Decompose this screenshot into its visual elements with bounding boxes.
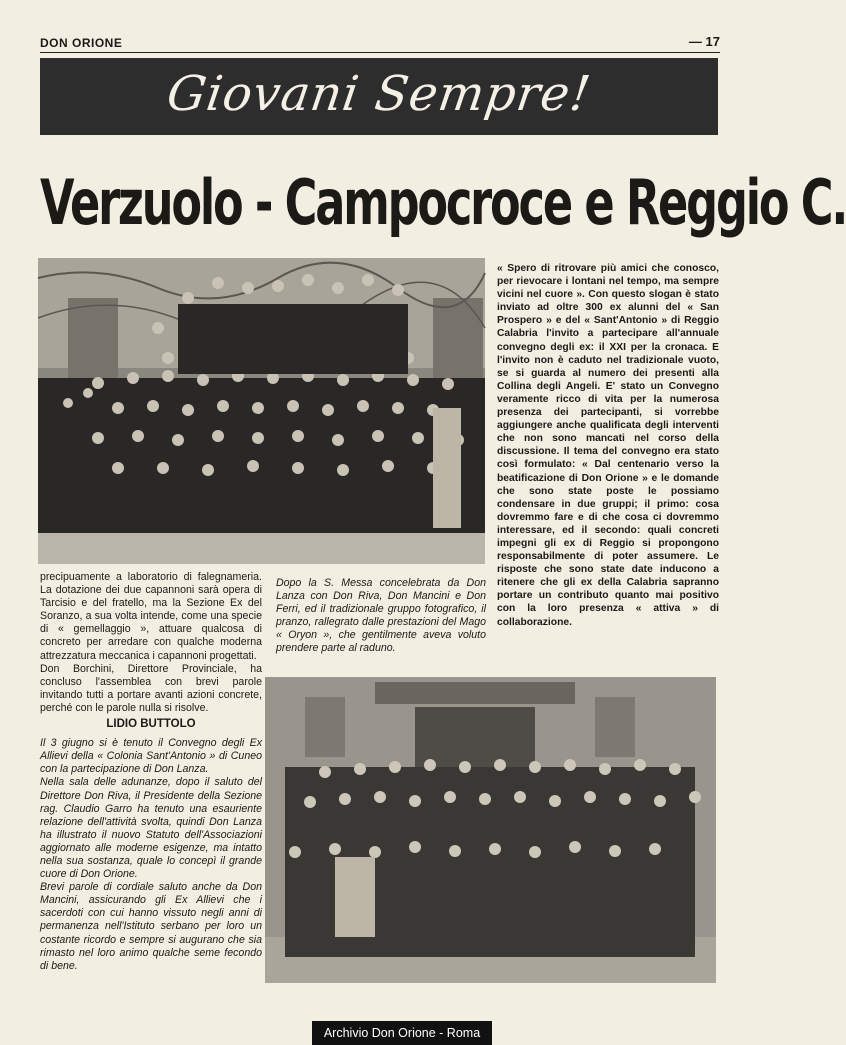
left-column-article [40,571,262,973]
group-photo-verzuolo [265,677,716,983]
section-banner [40,58,718,135]
left-paragraph-3: Il 3 giugno si è tenuto il Convegno degli Ex Allievi della « Colonia Sant'Antonio » di Cuneo con la partecipazione di Don Lanza. [40,737,262,776]
group-photo-reggio [38,258,485,564]
photo-illustration [38,258,485,564]
left-paragraph-2: Don Borchini, Direttore Provinciale, ha concluso l'assemblea con brevi parole invitando tutti a portare avanti azioni concrete, perché con le parole nulla si risolve. [40,662,262,714]
middle-column-text: Dopo la S. Messa concelebrata da Don Lanza con Don Riva, Don Mancini e Don Ferri, ed il tradizionale gruppo fotografico, il pranzo, rallegrato dalle prestazioni del Mago « Oryon », che gentilmente aveva voluto prendere parte al raduno. [276,577,486,655]
right-column-text: « Spero di ritrovare più amici che conosco, per rievocare i lontani nel tempo, ma sempre vicini nel cuore ». Con questo slogan è stato inviato ad oltre 300 ex alunni del « San Prospero » e del « Sant'Antonio » di Reggio Calabria l'invito a partecipare all'annuale convegno degli ex: il XXI per la cronaca. E l'invito non è caduto nel tradizionale vuoto, se si guarda al numero dei presenti alla Collina degli Angeli. E' stato un Convegno veramente ricco di vita per la numerosa presenza dei partecipanti, si vorrebbe aggiungere anche qualificata degli interventi che non sono mancati nel corso della discussione. Il tema del convegno era stato così formulato: « Dal centenario verso la beatificazione di Don Orione » e le domande che sono state poste le possiamo condensare in due gruppi; il primo: cosa dovremmo fare e di che cosa ci dovremmo interessare, ed il secondo: quali concreti impegni gli ex di Reggio si propongono responsabilmente di poter assumere. Le risposte che sono state date inducono a ritenere che gli ex della Calabria sapranno portare un contributo quanto mai positivo con la loro presenza « attiva » di collaborazione. [497,263,719,628]
left-paragraph-4: Nella sala delle adunanze, dopo il saluto del Direttore Don Riva, il Presidente della Sezione rag. Claudio Garro ha tenuto una esauriente relazione dell'attività svolta, quindi Don Lanza ha illustrato il nuovo Statuto dell'Associazioni aggiornato alle moderne esigenze, ma intatto nella sua sostanza, quale lo concepì il grande cuore di Don Orione. [40,776,262,881]
middle-column-article [276,577,486,656]
left-paragraph-1: precipuamente a laboratorio di falegnameria. La dotazione dei due capannoni sarà opera di Tarcisio e del fratello, ma la Sezione Ex del Soranzo, a sua volta intende, come una specie di « gemellaggio », attuare qualcosa di concreto per arredare con qualche moderna attrezzatura meccanica i capannoni progettati. [40,571,262,662]
author-byline: LIDIO BUTTOLO [106,718,196,731]
magazine-name: DON ORIONE [40,36,123,50]
article-headline: Verzuolo - Campocroce e Reggio C. [40,166,846,239]
left-paragraph-5: Brevi parole di cordiale saluto anche da Don Mancini, assicurando gli Ex Allievi che i sacerdoti con cui hanno vissuto negli anni di permanenza nell'Istituto serbano per loro un costante ricordo e sempre si augurano che sia rimasto nel loro animo qualche seme fecondo di bene. [40,881,262,972]
photo-illustration [265,677,716,983]
archive-footer: Archivio Don Orione - Roma [312,1021,492,1045]
page-header [40,36,720,53]
page-number: — 17 [688,34,720,49]
right-column-article [497,262,719,629]
banner-title: Giovani Sempre! [163,66,595,122]
